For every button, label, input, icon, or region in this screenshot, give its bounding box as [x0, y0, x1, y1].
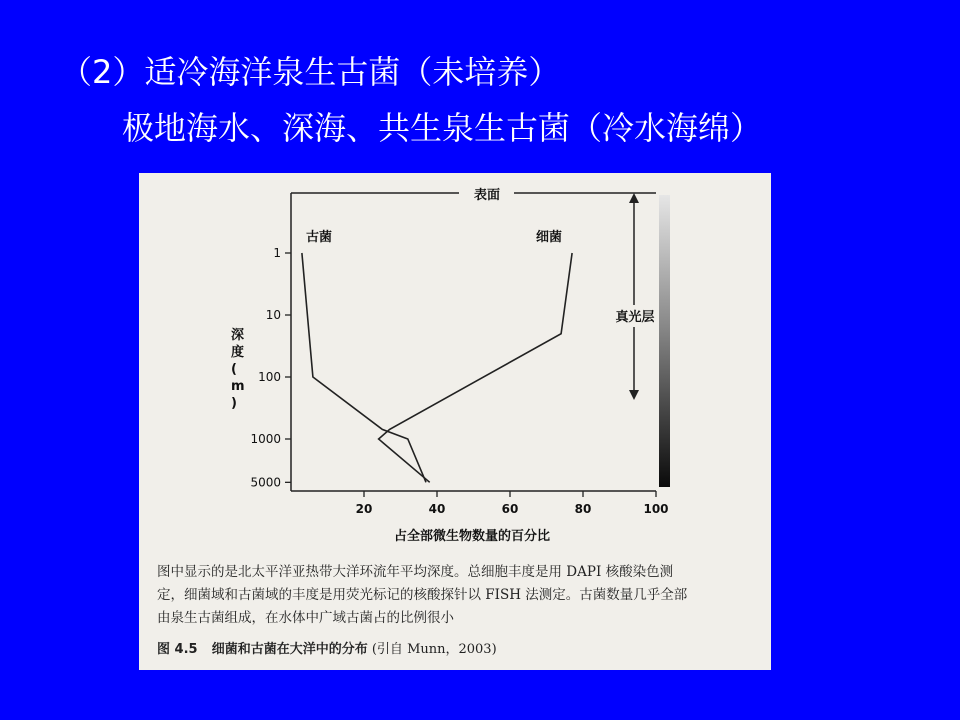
depth-distribution-chart [139, 173, 771, 558]
y-tick-label: 10 [265, 308, 281, 322]
x-tick-label: 40 [428, 502, 446, 516]
figure-title-line [157, 638, 497, 657]
x-axis-label: 占全部微生物数量的百分比 [393, 529, 551, 544]
y-tick-label: 1 [273, 246, 281, 260]
figure-source: (引自 Munn，2003) [371, 642, 497, 657]
x-tick-label: 100 [643, 502, 669, 516]
x-tick-label: 80 [574, 502, 592, 516]
slide-title-line1: （2）适冷海洋泉生古菌（未培养） [60, 53, 561, 91]
y-axis-label: 深度( m ) [231, 328, 245, 411]
figure-number: 图 4.5 [157, 642, 198, 657]
caption-line: 图中显示的是北太平洋亚热带大洋环流年平均深度。总细胞丰度是用 DAPI 核酸染色测 [157, 564, 674, 580]
series-line [379, 253, 572, 482]
photic-zone-label: 真光层 [615, 310, 655, 325]
x-tick-label: 20 [355, 502, 373, 516]
light-gradient-bar [659, 195, 670, 487]
y-tick-label: 5000 [250, 475, 281, 490]
figure-scan [139, 173, 771, 670]
figure-caption [157, 561, 757, 630]
figure-title: 细菌和古菌在大洋中的分布 [211, 642, 368, 657]
series-group [302, 229, 572, 482]
y-ticks [250, 246, 291, 489]
surface-label: 表面 [473, 188, 501, 203]
series-label: 古菌 [305, 230, 332, 245]
photic-zone-arrow-up-icon [629, 193, 639, 203]
caption-line: 定，细菌域和古菌域的丰度是用荧光标记的核酸探针以 FISH 法测定。古菌数量几乎全部 [157, 587, 688, 603]
photic-zone-arrow-down-icon [629, 390, 639, 400]
y-tick-label: 1000 [250, 432, 281, 446]
y-tick-label: 100 [258, 370, 281, 384]
slide-title-line2: 极地海水、深海、共生泉生古菌（冷水海绵） [122, 109, 763, 147]
x-ticks [356, 491, 669, 516]
series-label: 细菌 [536, 230, 563, 245]
caption-line: 由泉生古菌组成，在水体中广域古菌占的比例很小 [157, 610, 454, 626]
series-line [302, 253, 426, 482]
x-tick-label: 60 [501, 502, 519, 516]
